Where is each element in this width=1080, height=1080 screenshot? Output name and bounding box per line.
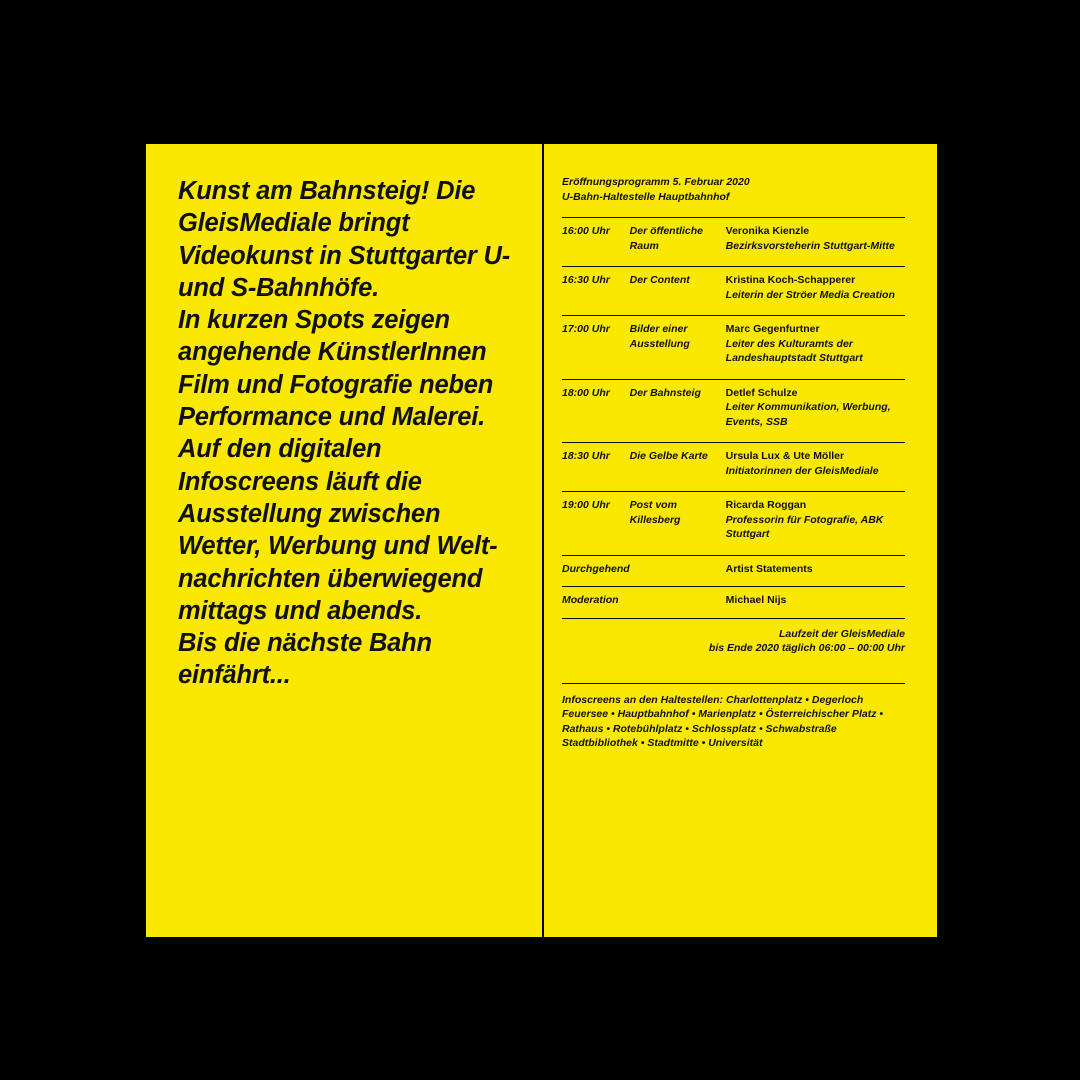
schedule-time: Moderation [562,587,630,618]
schedule-title: Der Content [630,267,726,316]
locations-note: Infoscreens an den Haltestellen: Charlottenplatz • Degerloch Feuersee • Hauptbahnhof • Marienplatz • Österreichischer Platz • Rathaus • Rotebühlplatz • Schlossplatz • Schwabstraße Stadtbibliothek • Stadtmitte • Universität [562,683,905,751]
schedule-person-name: Detlef Schulze [725,386,798,399]
table-row [562,267,905,316]
program-meta-line-1: Eröffnungsprogramm 5. Februar 2020 [562,176,750,188]
table-row [562,555,905,587]
right-panel [542,144,937,937]
schedule-person [726,218,905,267]
schedule-person [726,587,905,618]
schedule-title [630,587,726,618]
schedule-person-role: Leiter des Kulturamts der Landeshauptstadt Stuttgart [725,337,863,364]
schedule-time: Durchgehend [562,555,630,587]
table-row [562,316,905,380]
schedule-person-name: Michael Nijs [725,594,787,606]
schedule-person [726,555,905,587]
table-row [562,587,905,618]
program-meta-line-2: U-Bahn-Haltestelle Hauptbahnhof [562,190,730,203]
schedule-table [562,217,905,618]
schedule-title: Bilder einer Ausstellung [630,316,726,380]
schedule-person-role: Leiter Kommunikation, Werbung, Events, SSB [725,401,891,428]
table-row [562,218,905,267]
schedule-person [726,379,905,443]
schedule-time: 16:30 Uhr [562,267,630,316]
schedule-person [726,316,905,380]
schedule-person-name: Kristina Koch-Schapperer [725,274,856,286]
headline [178,175,516,692]
schedule-person [726,492,905,556]
left-panel [146,144,542,937]
schedule-person-role: Professorin für Fotografie, ABK Stuttgart [725,513,884,540]
schedule-title: Post vom Killesberg [630,492,726,556]
runtime-note [562,618,905,656]
table-row [562,443,905,492]
schedule-time: 18:00 Uhr [562,379,630,443]
schedule-time: 17:00 Uhr [562,316,630,380]
schedule-person-name: Artist Statements [725,562,813,575]
schedule-person-role: Bezirksvorsteherin Stuttgart-Mitte [725,239,895,252]
schedule-person-role: Leiterin der Ströer Media Creation [725,288,895,301]
schedule-time: 18:30 Uhr [562,443,630,492]
headline-paragraph-1: Kunst am Bahnsteig! Die GleisMediale bringt Videokunst in Stuttgarter U- und S-Bahnhöfe. [178,177,511,302]
table-row [562,379,905,443]
schedule-title [630,555,726,587]
schedule-person-role: Initiatorinnen der GleisMediale [725,464,879,477]
schedule-person [726,443,905,492]
schedule-person [726,267,905,316]
table-row [562,492,905,556]
flyer [146,144,937,937]
schedule-person-name: Ricarda Roggan [725,499,807,511]
schedule-title: Die Gelbe Karte [630,443,726,492]
schedule-title: Der Bahnsteig [630,379,726,443]
headline-paragraph-3: Bis die nächste Bahn einfährt... [178,629,432,690]
schedule-person-name: Ursula Lux & Ute Möller [725,450,845,462]
center-divider [542,144,544,937]
runtime-line-1: Laufzeit der GleisMediale [778,627,905,640]
schedule-person-name: Marc Gegenfurtner [725,323,820,335]
schedule-time: 19:00 Uhr [562,492,630,556]
schedule-time: 16:00 Uhr [562,218,630,267]
schedule-title: Der öffentliche Raum [630,218,726,267]
runtime-line-2: bis Ende 2020 täglich 06:00 – 00:00 Uhr [708,642,905,654]
schedule-person-name: Veronika Kienzle [725,225,810,237]
headline-paragraph-2: In kurzen Spots zeigen angehende KünstlerInnen Film und Fotografie neben Performance und Malerei. Auf den digitalen Infoscreens läuft die Ausstellung zwischen Wetter, Werbung und Welt-nachrichten überwiegend mittags und abends. [178,306,498,625]
program-meta [562,175,905,204]
